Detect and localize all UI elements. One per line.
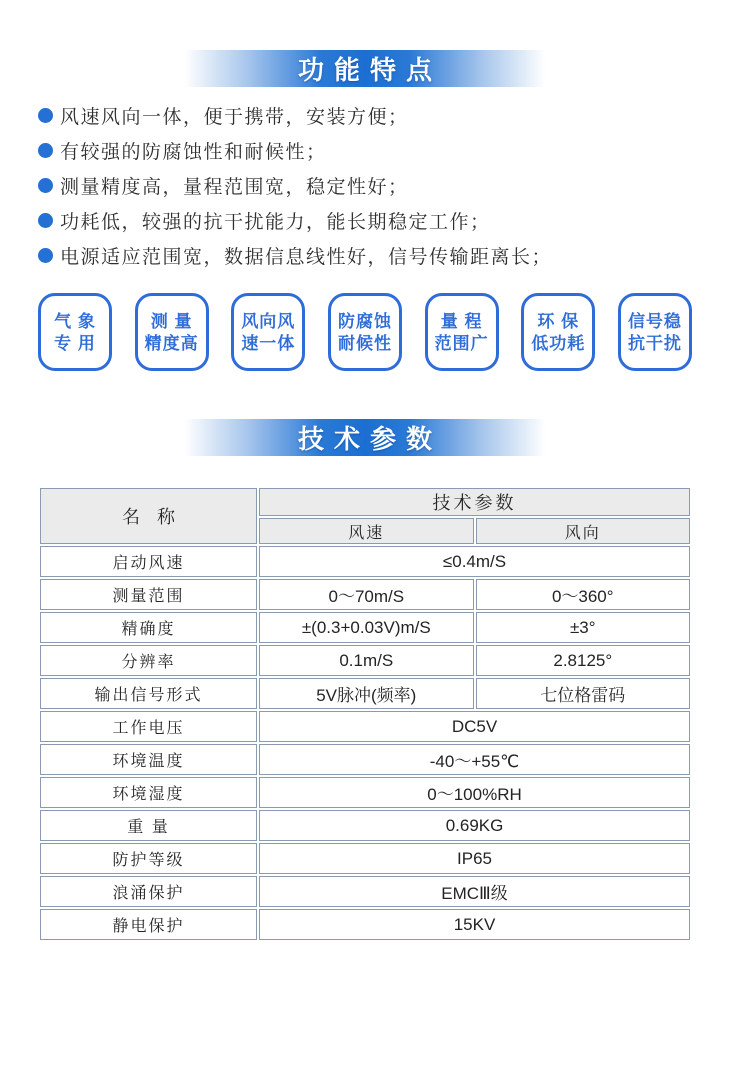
spec-table	[38, 486, 692, 942]
spec-name: 环境温度	[40, 744, 257, 775]
spec-value: DC5V	[259, 711, 690, 742]
bullet-dot-icon	[38, 143, 53, 158]
feature-text: 功耗低，较强的抗干扰能力，能长期稳定工作；	[60, 212, 491, 233]
table-row	[40, 645, 690, 676]
tag-line: 耐候性	[337, 333, 392, 353]
spec-name: 静电保护	[40, 909, 257, 940]
feature-list	[38, 98, 692, 273]
spec-value: 0～100%RH	[259, 777, 690, 808]
feature-item	[38, 203, 692, 238]
tag-line: 环 保	[537, 311, 580, 331]
bullet-dot-icon	[38, 108, 53, 123]
table-row	[40, 777, 690, 808]
spec-name: 环境湿度	[40, 777, 257, 808]
group-column-header: 技术参数	[259, 488, 690, 516]
bullet-dot-icon	[38, 248, 53, 263]
specs-header-bar	[181, 419, 549, 456]
spec-name: 分辨率	[40, 645, 257, 676]
spec-value-direction: ±3°	[476, 612, 690, 643]
spec-name: 启动风速	[40, 546, 257, 577]
spec-name: 测量范围	[40, 579, 257, 610]
feature-tag	[135, 293, 209, 371]
feature-tag-row	[38, 293, 692, 371]
table-row	[40, 909, 690, 940]
spec-value: 0.69KG	[259, 810, 690, 841]
spec-name: 浪涌保护	[40, 876, 257, 907]
feature-tag	[521, 293, 595, 371]
spec-value: 15KV	[259, 909, 690, 940]
tag-line: 防腐蚀	[337, 311, 392, 331]
table-row	[40, 744, 690, 775]
table-row	[40, 876, 690, 907]
name-column-header: 名 称	[40, 488, 257, 544]
table-row	[40, 843, 690, 874]
spec-value-direction: 七位格雷码	[476, 678, 690, 709]
table-row	[40, 711, 690, 742]
spec-value-direction: 0～360°	[476, 579, 690, 610]
spec-name: 输出信号形式	[40, 678, 257, 709]
spec-value: IP65	[259, 843, 690, 874]
tag-line: 精度高	[144, 333, 199, 353]
feature-text: 电源适应范围宽，数据信息线性好，信号传输距离长；	[60, 247, 553, 268]
spec-name: 精确度	[40, 612, 257, 643]
spec-value-speed: 0～70m/S	[259, 579, 473, 610]
features-header-bar	[181, 50, 549, 87]
spec-name: 工作电压	[40, 711, 257, 742]
tag-line: 专 用	[54, 333, 96, 353]
table-row	[40, 612, 690, 643]
spec-value-speed: ±(0.3+0.03V)m/S	[259, 612, 473, 643]
tag-line: 量 程	[440, 311, 483, 331]
feature-tag	[38, 293, 112, 371]
table-row	[40, 810, 690, 841]
tag-line: 风向风	[241, 311, 296, 331]
tag-line: 范围广	[434, 333, 489, 353]
tag-line: 低功耗	[531, 333, 586, 353]
tag-line: 信号稳	[627, 311, 682, 331]
specs-title: 技术参数	[297, 424, 442, 454]
tag-line: 气 象	[54, 311, 96, 331]
table-row	[40, 678, 690, 709]
wind-direction-column-header: 风向	[476, 518, 690, 544]
spec-name: 防护等级	[40, 843, 257, 874]
spec-name: 重 量	[40, 810, 257, 841]
feature-text: 测量精度高，量程范围宽，稳定性好；	[60, 177, 409, 198]
wind-speed-column-header: 风速	[259, 518, 473, 544]
feature-tag	[425, 293, 499, 371]
table-row	[40, 579, 690, 610]
tag-line: 测 量	[150, 311, 193, 331]
feature-item	[38, 98, 692, 133]
spec-value: -40～+55℃	[259, 744, 690, 775]
feature-item	[38, 238, 692, 273]
spec-value-direction: 2.8125°	[476, 645, 690, 676]
spec-value-speed: 0.1m/S	[259, 645, 473, 676]
bullet-dot-icon	[38, 178, 53, 193]
tag-line: 抗干扰	[627, 333, 682, 353]
bullet-dot-icon	[38, 213, 53, 228]
feature-item	[38, 133, 692, 168]
tag-line: 速一体	[241, 333, 296, 353]
feature-tag	[231, 293, 305, 371]
feature-text: 有较强的防腐蚀性和耐候性；	[60, 142, 327, 163]
spec-value: ≤0.4m/S	[259, 546, 690, 577]
product-spec-page	[0, 50, 730, 1082]
table-row	[40, 546, 690, 577]
table-header-row	[40, 488, 690, 516]
feature-tag	[328, 293, 402, 371]
feature-text: 风速风向一体，便于携带，安装方便；	[60, 107, 409, 128]
feature-item	[38, 168, 692, 203]
spec-value: EMCⅢ级	[259, 876, 690, 907]
spec-value-speed: 5V脉冲(频率)	[259, 678, 473, 709]
features-title: 功能特点	[297, 55, 442, 85]
feature-tag	[618, 293, 692, 371]
